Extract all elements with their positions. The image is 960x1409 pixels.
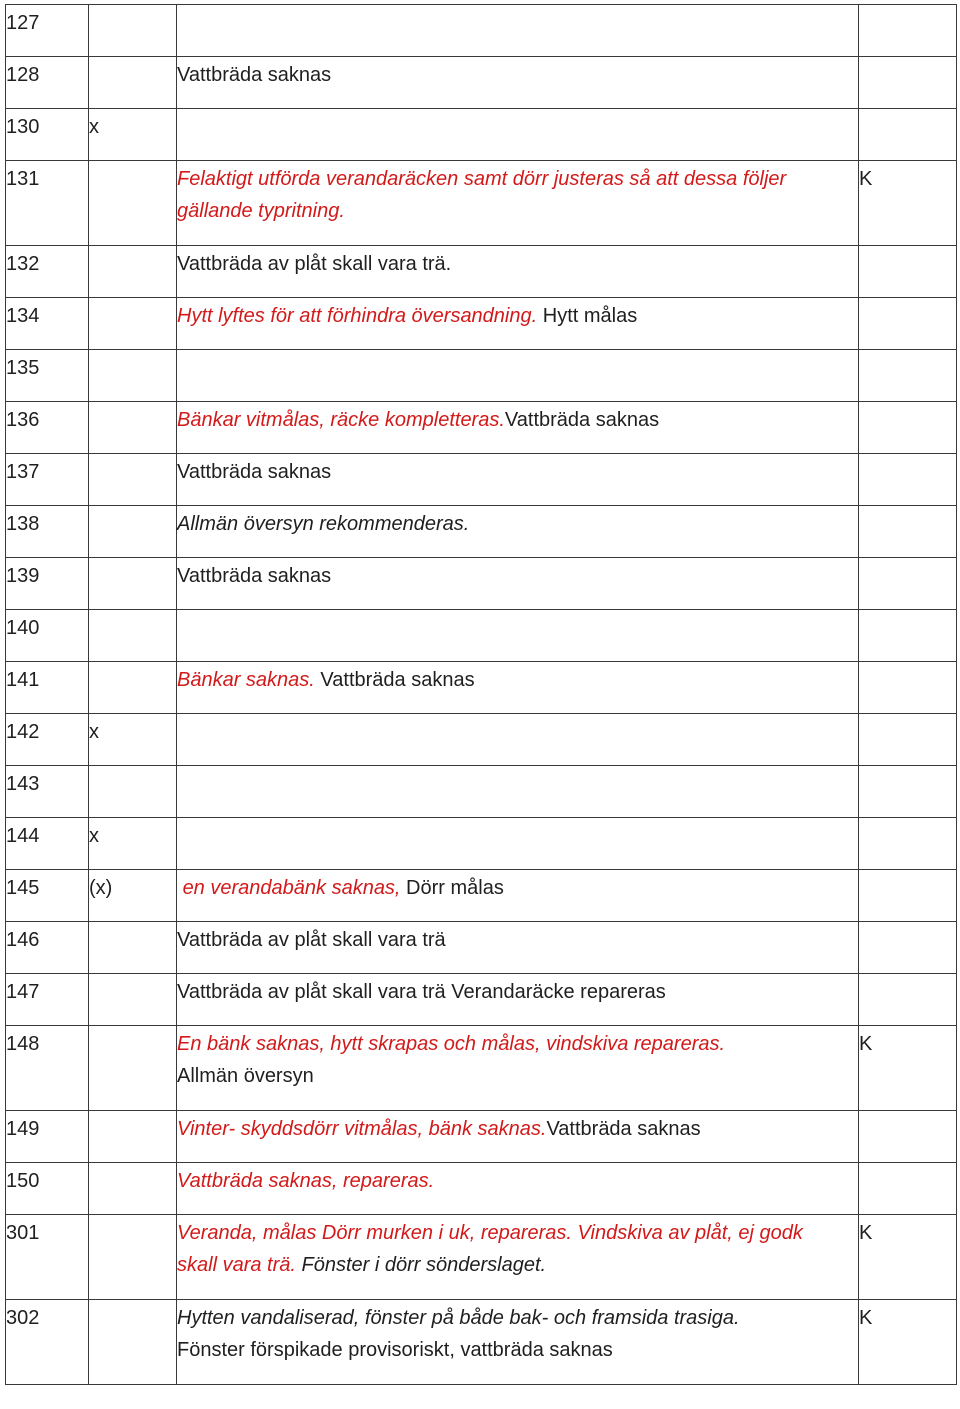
description-text (177, 246, 858, 297)
row-number-cell (6, 1215, 89, 1300)
table-row (6, 350, 957, 402)
k-flag-cell (859, 610, 957, 662)
description-cell (177, 506, 859, 558)
k-flag: K (859, 1033, 873, 1055)
mark-value (89, 974, 176, 993)
row-number-cell (6, 402, 89, 454)
row-number: 128 (6, 64, 40, 86)
description-text (177, 1300, 858, 1383)
mark-cell (89, 870, 177, 922)
k-flag-cell (859, 714, 957, 766)
row-number: 136 (6, 409, 40, 431)
row-number-cell (6, 161, 89, 246)
row-number-cell (6, 109, 89, 161)
description-text (177, 558, 858, 609)
mark-cell (89, 161, 177, 246)
k-flag (859, 870, 956, 889)
mark-value (89, 506, 176, 525)
description-text (177, 1163, 858, 1214)
row-number-cell (6, 1300, 89, 1385)
description-cell (177, 454, 859, 506)
row-number-cell (6, 246, 89, 298)
description-text (177, 298, 858, 349)
mark-cell (89, 818, 177, 870)
remark-text-red: Hytt lyftes för att förhindra översandning. (177, 305, 538, 327)
k-flag (859, 766, 956, 785)
row-number-cell (6, 350, 89, 402)
row-number-cell (6, 506, 89, 558)
row-number-cell (6, 766, 89, 818)
remark-text: Hytten vandaliserad, fönster på både bak- och framsida trasiga. (177, 1307, 740, 1329)
table-body (6, 5, 957, 1385)
description-cell (177, 350, 859, 402)
mark-value: (x) (89, 877, 113, 899)
description-cell (177, 610, 859, 662)
table-row (6, 766, 957, 818)
description-text (177, 1111, 858, 1162)
description-cell (177, 5, 859, 57)
row-number: 135 (6, 357, 40, 379)
remark-text: Vattbräda saknas (177, 461, 332, 483)
remark-text-red: Vinter- skyddsdörr vitmålas, bänk saknas. (177, 1118, 547, 1140)
cabin-inspection-table (5, 4, 957, 1385)
description-text (177, 350, 858, 369)
description-cell (177, 870, 859, 922)
row-number: 141 (6, 669, 40, 691)
mark-value: x (89, 116, 99, 138)
remark-text-red: Veranda, målas Dörr murken i uk, repareras. Vindskiva av plåt, ej godk (177, 1222, 803, 1244)
row-number: 146 (6, 929, 40, 951)
row-number: 142 (6, 721, 40, 743)
description-text (177, 1026, 858, 1109)
row-number-cell (6, 1111, 89, 1163)
row-number-cell (6, 610, 89, 662)
mark-cell (89, 1163, 177, 1215)
k-flag-cell (859, 350, 957, 402)
mark-value (89, 558, 176, 577)
k-flag-cell (859, 1111, 957, 1163)
k-flag-cell (859, 246, 957, 298)
mark-cell (89, 922, 177, 974)
table-row (6, 1026, 957, 1111)
k-flag (859, 454, 956, 473)
mark-cell (89, 662, 177, 714)
remark-text: Vattbräda saknas (314, 669, 475, 691)
table-row (6, 558, 957, 610)
row-number: 134 (6, 305, 40, 327)
row-number: 138 (6, 513, 40, 535)
description-cell (177, 1215, 859, 1300)
remark-text-red: Felaktigt utförda verandaräcken samt dörr justeras så att dessa följer (177, 168, 787, 190)
row-number: 144 (6, 825, 40, 847)
k-flag (859, 402, 956, 421)
table-row (6, 870, 957, 922)
k-flag-cell (859, 766, 957, 818)
description-cell (177, 402, 859, 454)
table-row (6, 506, 957, 558)
remark-text-red: gällande typritning. (177, 200, 345, 222)
row-number: 130 (6, 116, 40, 138)
table-row (6, 5, 957, 57)
mark-cell (89, 1026, 177, 1111)
description-text (177, 57, 858, 108)
row-number-cell (6, 714, 89, 766)
description-cell (177, 1111, 859, 1163)
row-number-cell (6, 1026, 89, 1111)
table-row (6, 161, 957, 246)
description-text (177, 5, 858, 24)
k-flag (859, 1163, 956, 1182)
remark-text: Vattbräda saknas (546, 1118, 701, 1140)
row-number-cell (6, 974, 89, 1026)
k-flag-cell (859, 109, 957, 161)
description-cell (177, 161, 859, 246)
row-number: 127 (6, 12, 40, 34)
k-flag-cell (859, 454, 957, 506)
description-cell (177, 922, 859, 974)
row-number-cell (6, 57, 89, 109)
description-cell (177, 662, 859, 714)
table-row (6, 1215, 957, 1300)
mark-cell (89, 350, 177, 402)
remark-text: Fönster förspikade provisoriskt, vattbräda saknas (177, 1339, 613, 1361)
table-row (6, 1300, 957, 1385)
description-text (177, 662, 858, 713)
remark-text-red: en verandabänk saknas, (177, 877, 401, 899)
description-cell (177, 714, 859, 766)
mark-value (89, 610, 176, 629)
row-number-cell (6, 5, 89, 57)
k-flag-cell (859, 1163, 957, 1215)
k-flag: K (859, 1222, 873, 1244)
table-row (6, 57, 957, 109)
table-row (6, 246, 957, 298)
mark-value (89, 1026, 176, 1045)
description-text (177, 714, 858, 733)
row-number: 132 (6, 253, 40, 275)
k-flag-cell (859, 662, 957, 714)
description-cell (177, 109, 859, 161)
description-text (177, 454, 858, 505)
row-number-cell (6, 818, 89, 870)
table-row (6, 298, 957, 350)
remark-text: Fönster i dörr sönderslaget. (295, 1254, 547, 1276)
remark-text: Dörr målas (400, 877, 504, 899)
mark-cell (89, 714, 177, 766)
k-flag-cell (859, 57, 957, 109)
row-number: 149 (6, 1118, 40, 1140)
k-flag (859, 922, 956, 941)
mark-cell (89, 454, 177, 506)
row-number: 131 (6, 168, 40, 190)
mark-cell (89, 766, 177, 818)
description-cell (177, 298, 859, 350)
mark-value (89, 1300, 176, 1319)
mark-cell (89, 610, 177, 662)
row-number: 139 (6, 565, 40, 587)
mark-cell (89, 1215, 177, 1300)
description-text (177, 766, 858, 785)
k-flag-cell (859, 974, 957, 1026)
table-row (6, 402, 957, 454)
description-text (177, 818, 858, 837)
mark-value (89, 662, 176, 681)
description-cell (177, 818, 859, 870)
k-flag-cell (859, 298, 957, 350)
row-number: 147 (6, 981, 40, 1003)
mark-cell (89, 1300, 177, 1385)
description-text (177, 506, 858, 557)
k-flag: K (859, 168, 873, 190)
k-flag (859, 5, 956, 24)
table-row (6, 1163, 957, 1215)
k-flag (859, 350, 956, 369)
mark-value (89, 1163, 176, 1182)
mark-value: x (89, 825, 99, 847)
mark-cell (89, 974, 177, 1026)
k-flag-cell (859, 1215, 957, 1300)
mark-cell (89, 506, 177, 558)
mark-cell (89, 1111, 177, 1163)
mark-value (89, 298, 176, 317)
description-text (177, 402, 858, 453)
mark-cell (89, 246, 177, 298)
remark-text: Vattbräda saknas (177, 64, 332, 86)
description-cell (177, 57, 859, 109)
remark-text: Vattbräda av plåt skall vara trä Verandaräcke repareras (177, 981, 666, 1003)
description-cell (177, 766, 859, 818)
mark-value (89, 1215, 176, 1234)
mark-value (89, 454, 176, 473)
remark-text-red: Vattbräda saknas, repareras. (177, 1170, 435, 1192)
remark-text: Hytt målas (537, 305, 638, 327)
description-cell (177, 1163, 859, 1215)
table-row (6, 109, 957, 161)
description-cell (177, 1300, 859, 1385)
description-text (177, 922, 858, 973)
table-row (6, 1111, 957, 1163)
remark-text: Allmän översyn (177, 1065, 314, 1087)
description-text (177, 610, 858, 629)
remark-text: Vattbräda saknas (177, 565, 332, 587)
row-number: 302 (6, 1307, 40, 1329)
remark-text: Vattbräda av plåt skall vara trä. (177, 253, 452, 275)
row-number-cell (6, 558, 89, 610)
row-number-cell (6, 298, 89, 350)
table-row (6, 818, 957, 870)
row-number-cell (6, 922, 89, 974)
k-flag (859, 610, 956, 629)
mark-value: x (89, 721, 99, 743)
k-flag-cell (859, 818, 957, 870)
mark-cell (89, 109, 177, 161)
row-number: 143 (6, 773, 40, 795)
description-cell (177, 974, 859, 1026)
k-flag (859, 974, 956, 993)
mark-value (89, 161, 176, 180)
mark-cell (89, 57, 177, 109)
table-row (6, 714, 957, 766)
mark-value (89, 922, 176, 941)
row-number: 150 (6, 1170, 40, 1192)
remark-text-red: Bänkar saknas. (177, 669, 315, 691)
row-number-cell (6, 454, 89, 506)
k-flag-cell (859, 161, 957, 246)
table-row (6, 922, 957, 974)
remark-text: Allmän översyn rekommenderas. (177, 513, 470, 535)
row-number: 301 (6, 1222, 40, 1244)
mark-value (89, 57, 176, 76)
description-cell (177, 558, 859, 610)
k-flag (859, 818, 956, 837)
k-flag (859, 246, 956, 265)
remark-text: Vattbräda saknas (504, 409, 660, 431)
k-flag (859, 109, 956, 128)
k-flag-cell (859, 558, 957, 610)
k-flag: K (859, 1307, 873, 1329)
k-flag-cell (859, 1300, 957, 1385)
k-flag-cell (859, 506, 957, 558)
row-number: 148 (6, 1033, 40, 1055)
k-flag (859, 506, 956, 525)
k-flag (859, 1111, 956, 1130)
k-flag-cell (859, 5, 957, 57)
remark-text-red: Bänkar vitmålas, räcke kompletteras. (177, 409, 505, 431)
k-flag-cell (859, 870, 957, 922)
description-text (177, 1215, 858, 1298)
k-flag (859, 57, 956, 76)
mark-value (89, 5, 176, 24)
k-flag (859, 714, 956, 733)
mark-value (89, 1111, 176, 1130)
mark-cell (89, 5, 177, 57)
mark-cell (89, 298, 177, 350)
mark-value (89, 350, 176, 369)
table-row (6, 454, 957, 506)
row-number-cell (6, 870, 89, 922)
mark-value (89, 402, 176, 421)
remark-text: Vattbräda av plåt skall vara trä (177, 929, 446, 951)
k-flag-cell (859, 402, 957, 454)
table-row (6, 662, 957, 714)
remark-text-red: skall vara trä. (177, 1254, 296, 1276)
row-number-cell (6, 1163, 89, 1215)
k-flag (859, 298, 956, 317)
mark-value (89, 246, 176, 265)
remark-text-red: En bänk saknas, hytt skrapas och målas, vindskiva repareras. (177, 1033, 726, 1055)
k-flag (859, 558, 956, 577)
row-number: 140 (6, 617, 40, 639)
k-flag-cell (859, 1026, 957, 1111)
row-number-cell (6, 662, 89, 714)
mark-cell (89, 402, 177, 454)
description-text (177, 870, 858, 921)
description-text (177, 109, 858, 128)
k-flag-cell (859, 922, 957, 974)
description-cell (177, 1026, 859, 1111)
table-row (6, 610, 957, 662)
row-number: 145 (6, 877, 40, 899)
mark-cell (89, 558, 177, 610)
row-number: 137 (6, 461, 40, 483)
description-text (177, 974, 858, 1025)
k-flag (859, 662, 956, 681)
description-text (177, 161, 858, 244)
table-row (6, 974, 957, 1026)
mark-value (89, 766, 176, 785)
description-cell (177, 246, 859, 298)
